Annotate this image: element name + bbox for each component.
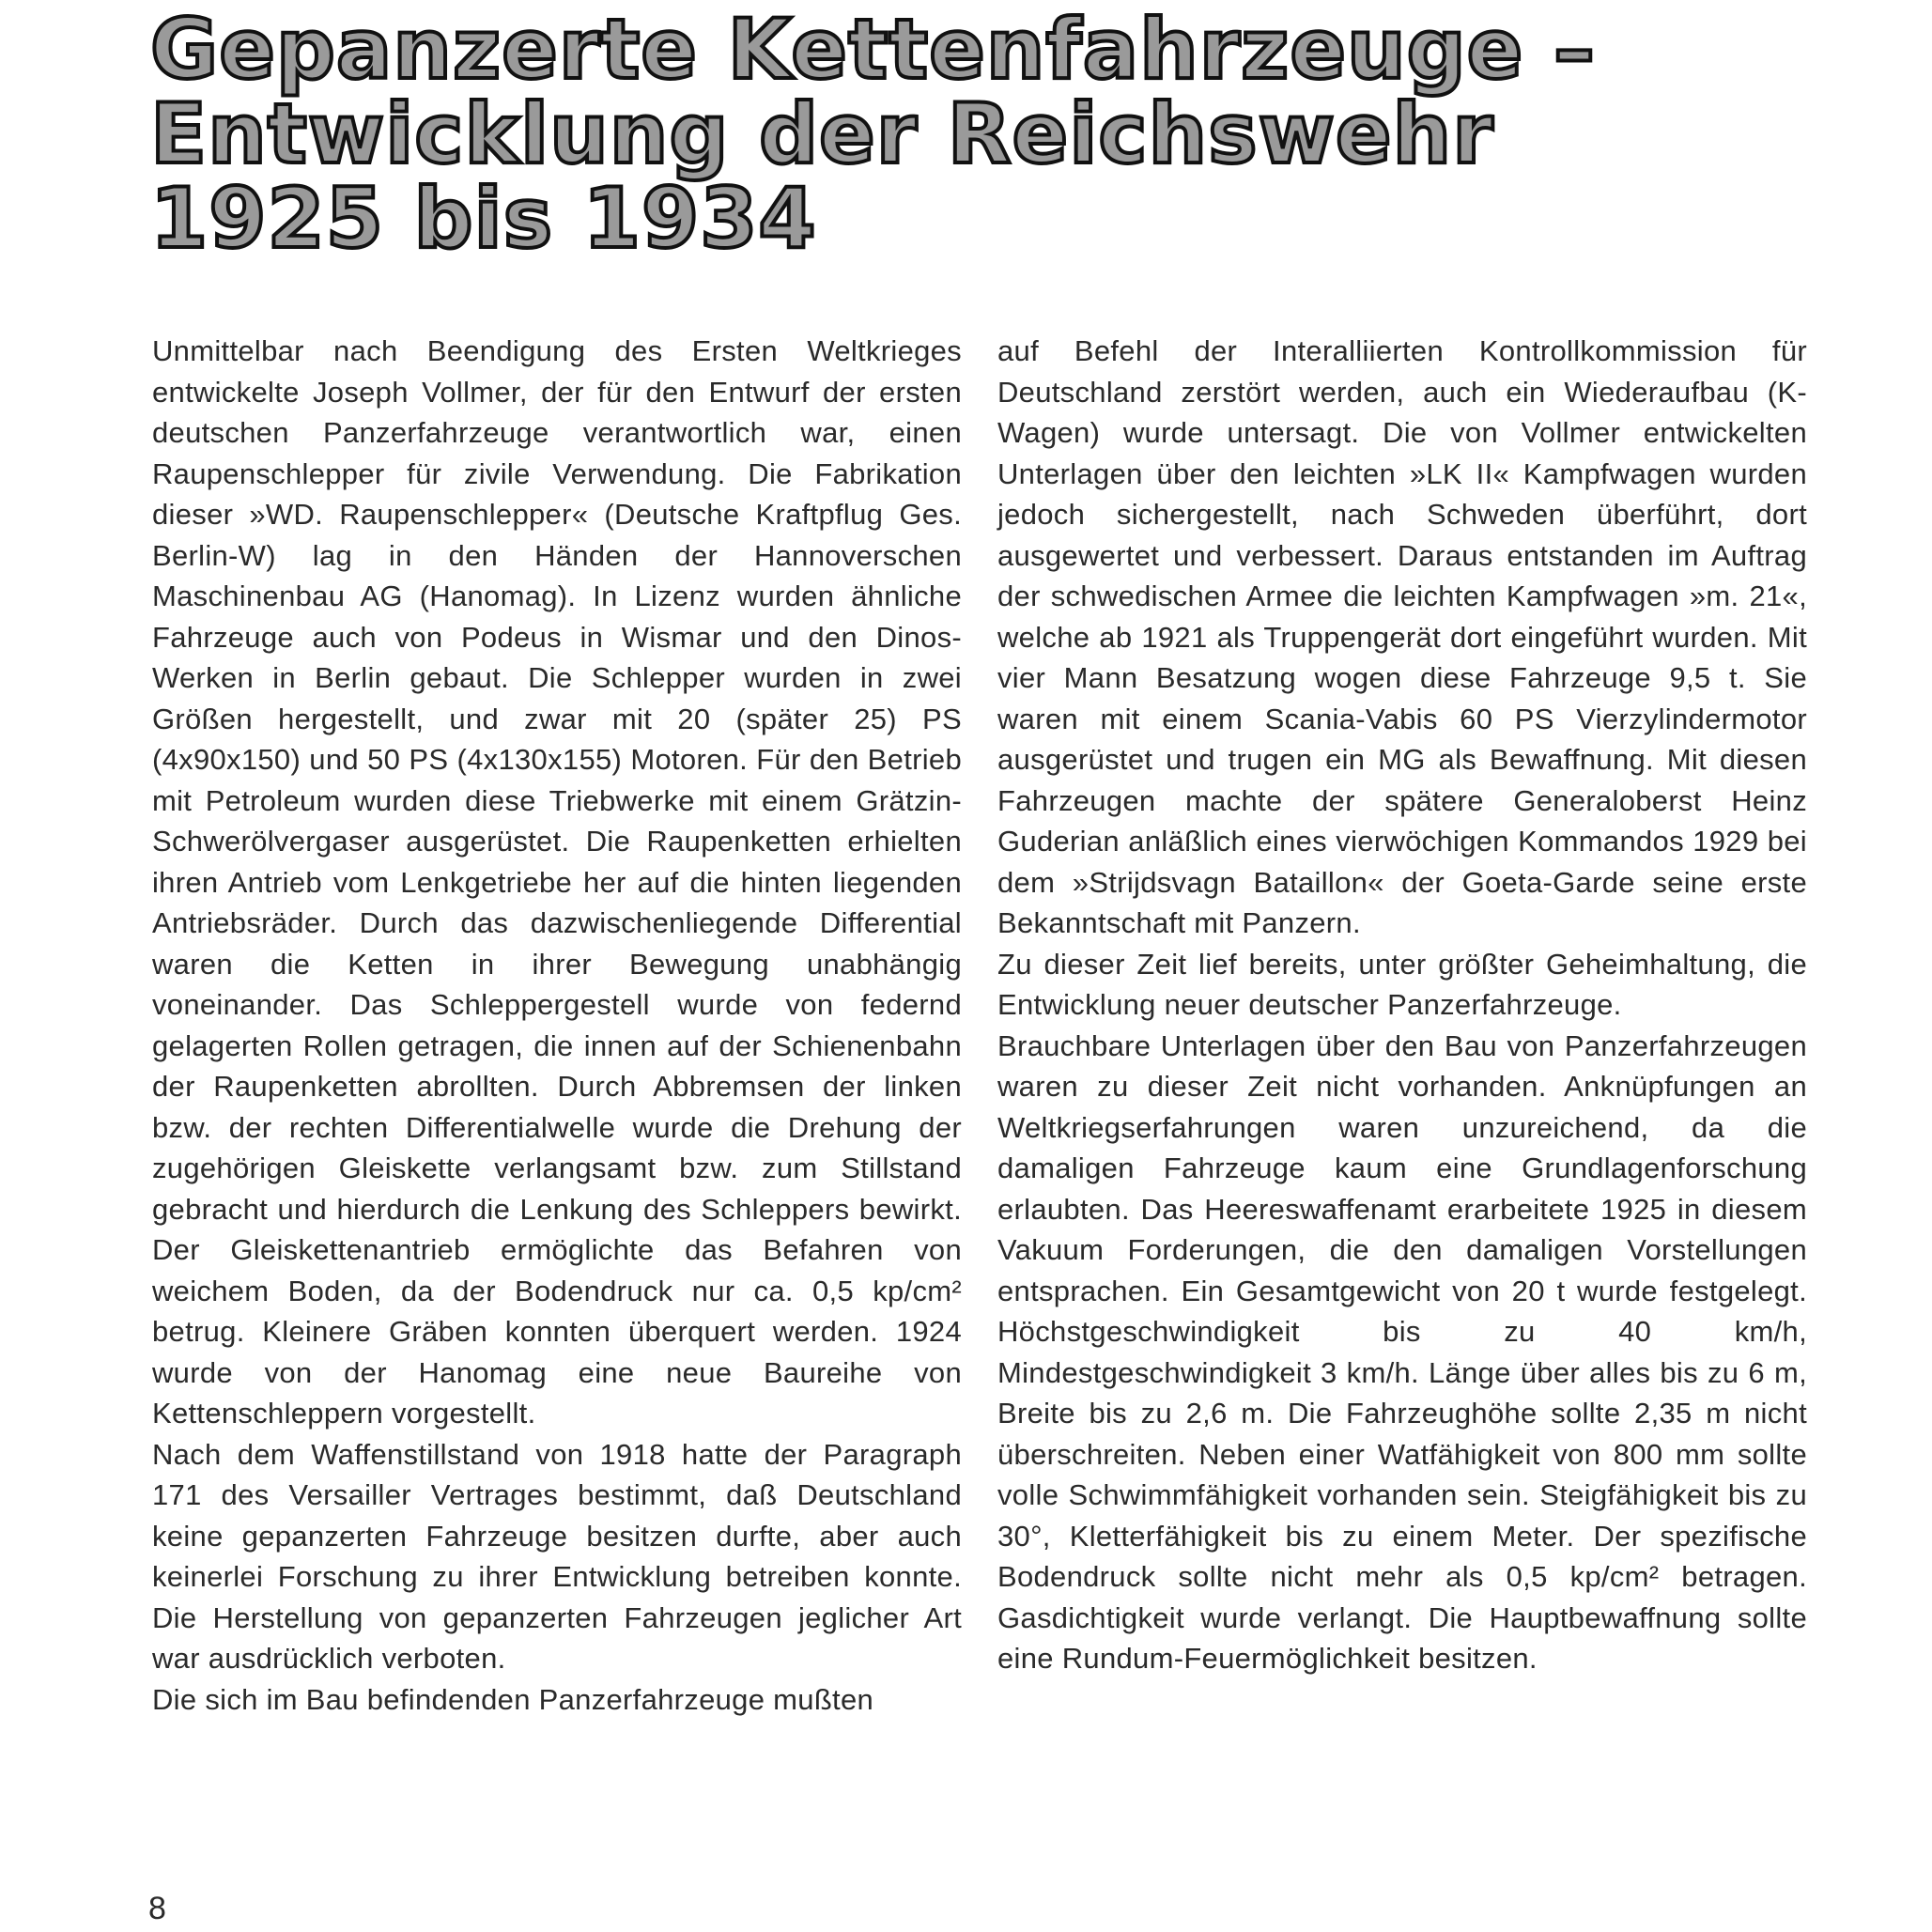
left-text-column: [152, 331, 962, 1720]
paragraph: auf Befehl der Interalliierten Kontrollkommission für Deutschland zerstört werden, auch ein Wiederaufbau (K-Wagen) wurde untersagt. Die von Vollmer entwickelten Unterlagen über den leichten »LK II« Kampfwagen wurden jedoch sichergestellt, nach Schweden überführt, dort ausgewertet und verbessert. Daraus entstanden im Auftrag der schwedischen Armee die leichten Kampfwagen »m. 21«, welche ab 1921 als Truppengerät dort eingeführt wurden. Mit vier Mann Besatzung wogen diese Fahrzeuge 9,5 t. Sie waren mit einem Scania-Vabis 60 PS Vierzylindermotor ausgerüstet und trugen ein MG als Bewaffnung. Mit diesen Fahrzeugen machte der spätere Generaloberst Heinz Guderian anläßlich eines vierwöchigen Kommandos 1929 bei dem »Strijdsvagn Bataillon« der Goeta-Garde seine erste Bekanntschaft mit Panzern.: [997, 334, 1807, 939]
paragraph: Die sich im Bau befindenden Panzerfahrzeuge mußten: [152, 1682, 874, 1716]
paragraph: Brauchbare Unterlagen über den Bau von Panzerfahrzeugen waren zu dieser Zeit nicht vorhanden. Anknüpfungen an Weltkriegserfahrungen waren unzureichend, da die damaligen Fahrzeuge kaum eine Grundlagenforschung erlaubten. Das Heereswaffenamt erarbeitete 1925 in diesem Vakuum Forderungen, die den damaligen Vorstellungen entsprachen. Ein Gesamtgewicht von 20 t wurde festgelegt. Höchstgeschwindigkeit bis zu 40 km/h, Mindestgeschwindigkeit 3 km/h. Länge über alles bis zu 6 m, Breite bis zu 2,6 m. Die Fahrzeughöhe sollte 2,35 m nicht überschreiten. Neben einer Watfähigkeit von 800 mm sollte volle Schwimmfähigkeit vorhanden sein. Steigfähigkeit bis zu 30°, Kletterfähigkeit bis zu einem Meter. Der spezifische Bodendruck sollte nicht mehr als 0,5 kp/cm² betragen. Gasdichtigkeit wurde verlangt. Die Hauptbewaffnung sollte eine Rundum-Feuermöglichkeit besitzen.: [997, 1028, 1807, 1675]
title-line-2: Entwicklung der Reichswehr: [150, 85, 1494, 182]
page-title: [150, 1, 1803, 267]
paragraph: Nach dem Waffenstillstand von 1918 hatte der Paragraph 171 des Versailler Vertrages bestimmt, daß Deutschland keine gepanzerten Fahrzeuge besitzen durfte, aber auch keinerlei Forschung zu ihrer Entwicklung betreiben konnte. Die Herstellung von gepanzerten Fahrzeugen jeglicher Art war ausdrücklich verboten.: [152, 1437, 962, 1675]
paragraph: Zu dieser Zeit lief bereits, unter größter Geheimhaltung, die Entwicklung neuer deutscher Panzerfahrzeuge.: [997, 947, 1807, 1021]
title-line-1: Gepanzerte Kettenfahrzeuge –: [150, 1, 1596, 98]
right-text-column: [997, 331, 1807, 1679]
title-line-3: 1925 bis 1934: [150, 170, 817, 267]
page-number: 8: [148, 1891, 166, 1926]
paragraph: Unmittelbar nach Beendigung des Ersten Weltkrieges entwickelte Joseph Vollmer, der für den Entwurf der ersten deutschen Panzerfahrzeuge verantwortlich war, einen Raupenschlepper für zivile Verwendung. Die Fabrikation dieser »WD. Raupenschlepper« (Deutsche Kraftpflug Ges. Berlin-W) lag in den Händen der Hannoverschen Maschinenbau AG (Hanomag). In Lizenz wurden ähnliche Fahrzeuge auch von Podeus in Wismar und den Dinos-Werken in Berlin gebaut. Die Schlepper wurden in zwei Größen hergestellt, und zwar mit 20 (später 25) PS (4x90x150) und 50 PS (4x130x155) Motoren. Für den Betrieb mit Petroleum wurden diese Triebwerke mit einem Grätzin-Schwerölvergaser ausgerüstet. Die Raupenketten erhielten ihren Antrieb vom Lenkgetriebe her auf die hinten liegenden Antriebsräder. Durch das dazwischenliegende Differential waren die Ketten in ihrer Bewegung unabhängig voneinander. Das Schleppergestell wurde von federnd gelagerten Rollen getragen, die innen auf der Schienenbahn der Raupenketten abrollten. Durch Abbremsen der linken bzw. der rechten Differentialwelle wurde die Drehung der zugehörigen Gleiskette verlangsamt bzw. zum Stillstand gebracht und hierdurch die Lenkung des Schleppers bewirkt. Der Gleiskettenantrieb ermöglichte das Befahren von weichem Boden, da der Bodendruck nur ca. 0,5 kp/cm² betrug. Kleinere Gräben konnten überquert werden. 1924 wurde von der Hanomag eine neue Baureihe von Kettenschleppern vorgestellt.: [152, 334, 962, 1430]
